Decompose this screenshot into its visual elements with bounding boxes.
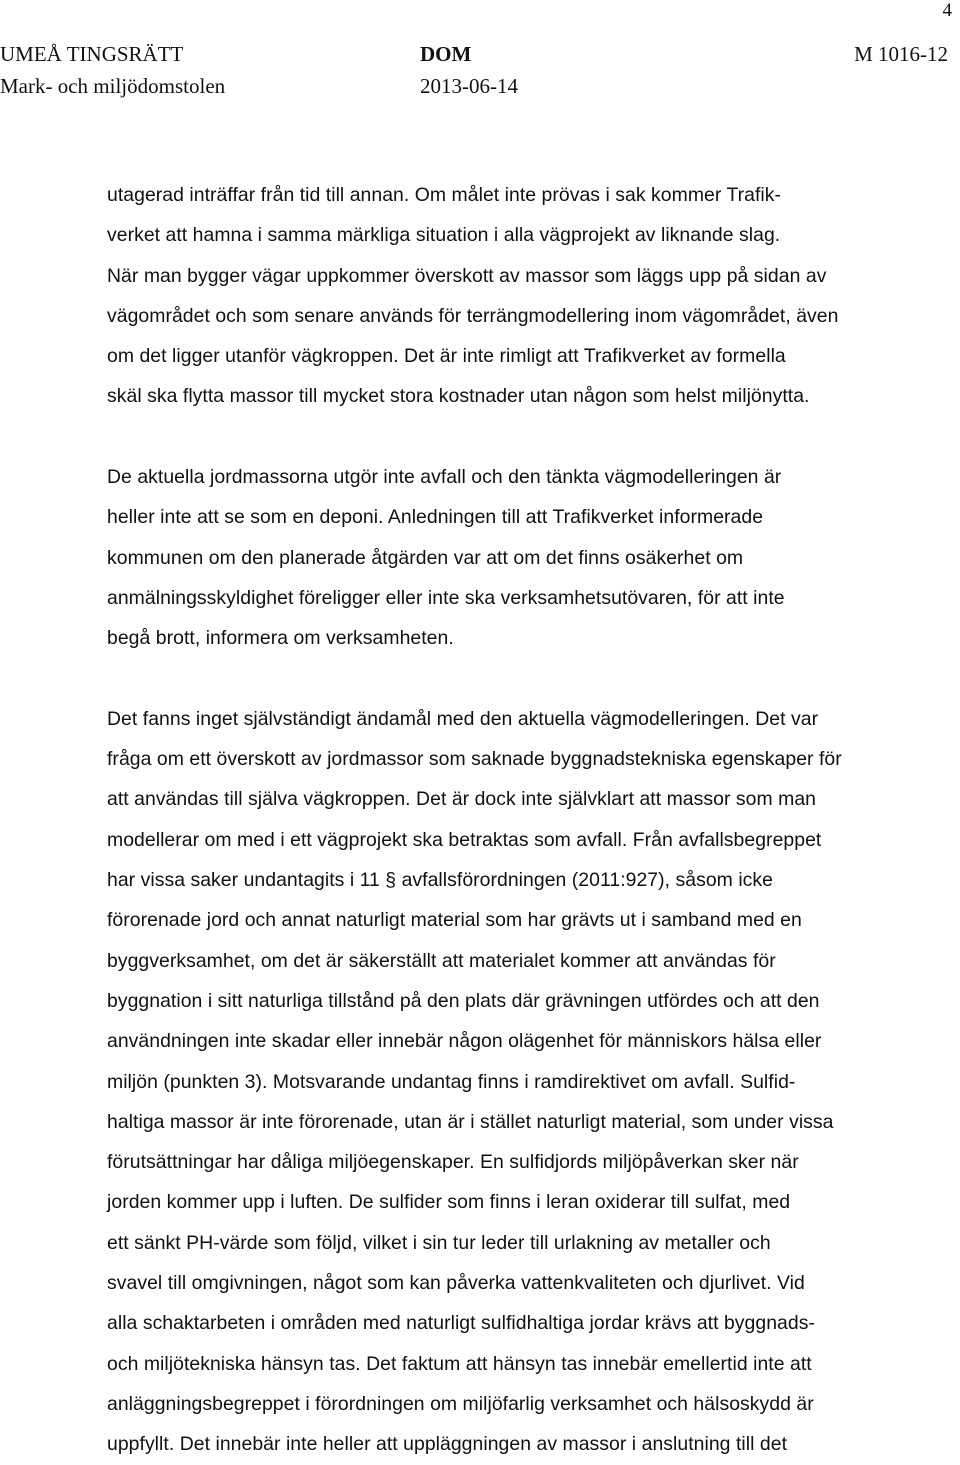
text-line: förutsättningar har dåliga miljöegenskaper. En sulfidjords miljöpåverkan sker när	[107, 1151, 799, 1174]
doc-type-block	[420, 38, 518, 102]
text-line: miljön (punkten 3). Motsvarande undantag finns i ramdirektivet om avfall. Sulfid-	[107, 1070, 796, 1093]
text-line: och miljötekniska hänsyn tas. Det faktum att hänsyn tas innebär emellertid inte att	[107, 1352, 812, 1375]
text-line: heller inte att se som en deponi. Anledningen till att Trafikverket informerade	[107, 506, 764, 529]
document-header	[0, 38, 960, 108]
text-line: De aktuella jordmassorna utgör inte avfall och den tänkta vägmodelleringen är	[107, 466, 782, 489]
text-line: Det fanns inget självständigt ändamål med den aktuella vägmodelleringen. Det var	[107, 707, 819, 730]
text-line: vägområdet och som senare används för terrängmodellering inom vägområdet, även	[107, 304, 839, 327]
text-line: anmälningsskyldighet föreligger eller inte ska verksamhetsutövaren, för att inte	[107, 586, 785, 609]
court-block	[0, 38, 225, 102]
text-line: utagerad inträffar från tid till annan. Om målet inte prövas i sak kommer Trafik-	[107, 184, 782, 206]
text-line: fråga om ett överskott av jordmassor som saknade byggnadstekniska egenskaper för	[107, 748, 842, 771]
text-line: begå brott, informera om verksamheten.	[107, 627, 454, 650]
document-body	[107, 175, 897, 1465]
text-line: jorden kommer upp i luften. De sulfider som finns i leran oxiderar till sulfat, med	[107, 1191, 791, 1214]
text-line: byggverksamhet, om det är säkerställt att materialet kommer att användas för	[107, 949, 776, 972]
case-block	[854, 38, 948, 70]
text-line: ett sänkt PH-värde som följd, vilket i sin tur leder till urlakning av metaller och	[107, 1231, 771, 1254]
text-line: byggnation i sitt naturliga tillstånd på den plats där grävningen utfördes och att den	[107, 989, 820, 1012]
text-line: haltiga massor är inte förorenade, utan är i stället naturligt material, som under vissa	[107, 1110, 834, 1133]
court-name: UMEÅ TINGSRÄTT	[0, 42, 184, 66]
text-line: kommunen om den planerade åtgärden var att om det finns osäkerhet om	[107, 546, 744, 569]
text-line: att användas till själva vägkroppen. Det är dock inte självklart att massor som man	[107, 788, 816, 811]
text-line: har vissa saker undantagits i 11 § avfallsförordningen (2011:927), såsom icke	[107, 869, 774, 892]
text-line: svavel till omgivningen, något som kan påverka vattenkvaliteten och djurlivet. Vid	[107, 1272, 805, 1295]
paragraph-3	[107, 699, 897, 1465]
document-date: 2013-06-14	[420, 74, 518, 98]
text-line: användningen inte skadar eller innebär någon olägenhet för människors hälsa eller	[107, 1030, 822, 1053]
paragraph-gap	[107, 659, 897, 699]
text-line: uppfyllt. Det innebär inte heller att uppläggningen av massor i anslutning till det	[107, 1433, 787, 1456]
court-subname: Mark- och miljödomstolen	[0, 74, 226, 98]
text-line: skäl ska flytta massor till mycket stora kostnader utan någon som helst miljönytta.	[107, 385, 810, 408]
paragraph-gap	[107, 417, 897, 457]
text-line: När man bygger vägar uppkommer överskott av massor som läggs upp på sidan av	[107, 264, 827, 287]
text-line: om det ligger utanför vägkroppen. Det är inte rimligt att Trafikverket av formella	[107, 345, 786, 368]
page-number: 4	[942, 0, 952, 21]
text-line: anläggningsbegreppet i förordningen om miljöfarlig verksamhet och hälsoskydd är	[107, 1392, 814, 1415]
text-line: alla schaktarbeten i områden med naturligt sulfidhaltiga jordar krävs att byggnads-	[107, 1312, 815, 1335]
case-number: M 1016-12	[854, 42, 948, 66]
paragraph-2	[107, 457, 897, 658]
document-type: DOM	[420, 42, 472, 66]
text-line: förorenade jord och annat naturligt material som har grävts ut i samband med en	[107, 909, 802, 932]
text-line: verket att hamna i samma märkliga situation i alla vägprojekt av liknande slag.	[107, 224, 781, 247]
paragraph-1	[107, 175, 897, 417]
text-line: modellerar om med i ett vägprojekt ska betraktas som avfall. Från avfallsbegreppet	[107, 828, 822, 851]
